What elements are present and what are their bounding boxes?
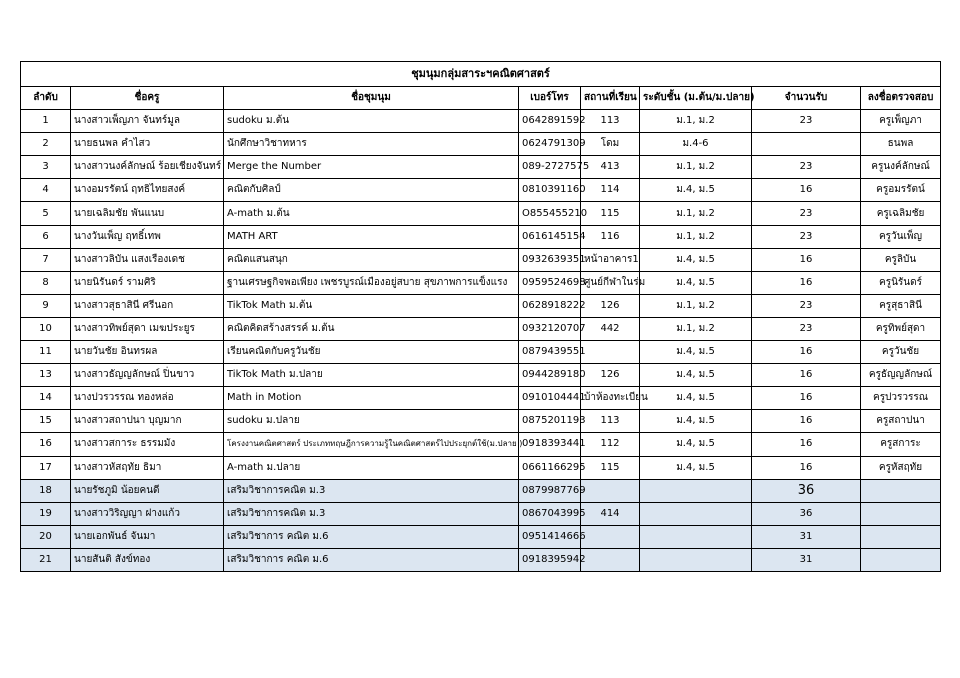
cell-signature <box>861 479 941 502</box>
cell-signature: ครูวันเพ็ญ <box>861 225 941 248</box>
cell-club: เสริมวิชาการ คณิต ม.6 <box>224 525 519 548</box>
cell-phone: 0616145154 <box>519 225 581 248</box>
cell-place: 413 <box>581 156 640 179</box>
cell-teacher: นางสาวลิบัน แสงเรืองเดช <box>71 248 224 271</box>
cell-phone: 0944289180 <box>519 364 581 387</box>
cell-level: ม.4, ม.5 <box>640 433 752 456</box>
cell-club: คณิตกับศิลป์ <box>224 179 519 202</box>
cell-place: หน้าอาคาร1 <box>581 248 640 271</box>
cell-order: 6 <box>21 225 71 248</box>
clubs-table <box>20 61 941 572</box>
cell-club: TikTok Math ม.ปลาย <box>224 364 519 387</box>
cell-capacity: 16 <box>752 364 861 387</box>
cell-place: 442 <box>581 317 640 340</box>
cell-order: 17 <box>21 456 71 479</box>
cell-place: 113 <box>581 110 640 133</box>
cell-club: A-math ม.ต้น <box>224 202 519 225</box>
cell-place: 115 <box>581 456 640 479</box>
cell-capacity: 23 <box>752 225 861 248</box>
cell-capacity: 36 <box>752 479 861 502</box>
cell-phone: 0932639351 <box>519 248 581 271</box>
cell-phone: 0628918222 <box>519 294 581 317</box>
cell-order: 11 <box>21 341 71 364</box>
cell-phone: 0879987769 <box>519 479 581 502</box>
cell-teacher: นางสาวสถาปนา บุญมาก <box>71 410 224 433</box>
cell-level: ม.4, ม.5 <box>640 271 752 294</box>
cell-place <box>581 548 640 571</box>
cell-level: ม.4, ม.5 <box>640 387 752 410</box>
cell-club: MATH ART <box>224 225 519 248</box>
cell-signature: ครูนงค์ลักษณ์ <box>861 156 941 179</box>
cell-order: 5 <box>21 202 71 225</box>
cell-teacher: นางสาวหัสฤทัย ธิมา <box>71 456 224 479</box>
cell-teacher: นางสาวธัญญลักษณ์ ปิ่นขาว <box>71 364 224 387</box>
cell-signature: ธนพล <box>861 133 941 156</box>
cell-place <box>581 525 640 548</box>
cell-place <box>581 341 640 364</box>
table-row <box>21 456 941 479</box>
cell-level: ม.4-6 <box>640 133 752 156</box>
cell-order: 7 <box>21 248 71 271</box>
cell-teacher: นายเอกพันธ์ จันมา <box>71 525 224 548</box>
cell-phone: 0918395942 <box>519 548 581 571</box>
cell-place <box>581 479 640 502</box>
cell-phone: 0959524698 <box>519 271 581 294</box>
header-phone: เบอร์โทร <box>519 87 581 110</box>
table-row <box>21 433 941 456</box>
cell-club: นักศึกษาวิชาทหาร <box>224 133 519 156</box>
table-row <box>21 110 941 133</box>
cell-order: 21 <box>21 548 71 571</box>
cell-signature: ครูลิบัน <box>861 248 941 271</box>
cell-order: 15 <box>21 410 71 433</box>
cell-teacher: นางสาวทิพย์สุดา เมฆประยูร <box>71 317 224 340</box>
cell-order: 1 <box>21 110 71 133</box>
cell-teacher: นางสาววิริญญา ฝางแก้ว <box>71 502 224 525</box>
cell-place: 126 <box>581 364 640 387</box>
cell-signature: ครูหัสฤทัย <box>861 456 941 479</box>
header-level: ระดับชั้น (ม.ต้น/ม.ปลาย) <box>640 87 752 110</box>
table-row <box>21 179 941 202</box>
cell-place: ศูนย์กีฬาในร่ม <box>581 271 640 294</box>
cell-place: 126 <box>581 294 640 317</box>
table-row <box>21 317 941 340</box>
cell-signature: ครูสถาปนา <box>861 410 941 433</box>
cell-teacher: นายเฉลิมชัย พันแนบ <box>71 202 224 225</box>
cell-club: A-math ม.ปลาย <box>224 456 519 479</box>
cell-capacity: 36 <box>752 502 861 525</box>
cell-club: เสริมวิชาการคณิต ม.3 <box>224 502 519 525</box>
cell-capacity: 23 <box>752 156 861 179</box>
cell-level <box>640 525 752 548</box>
cell-phone: 0661166295 <box>519 456 581 479</box>
cell-club: เรียนคณิตกับครูวันชัย <box>224 341 519 364</box>
cell-order: 3 <box>21 156 71 179</box>
table-row <box>21 387 941 410</box>
table-title: ชุมนุมกลุ่มสาระฯคณิตศาสตร์ <box>21 62 941 87</box>
cell-phone: 0810391160 <box>519 179 581 202</box>
header-club: ชื่อชุมนุม <box>224 87 519 110</box>
cell-order: 18 <box>21 479 71 502</box>
cell-place: 414 <box>581 502 640 525</box>
cell-capacity: 16 <box>752 341 861 364</box>
cell-level: ม.1, ม.2 <box>640 202 752 225</box>
cell-club: เสริมวิชาการคณิต ม.3 <box>224 479 519 502</box>
cell-place: 115 <box>581 202 640 225</box>
cell-signature: ครูนิรันดร์ <box>861 271 941 294</box>
cell-phone: 0875201193 <box>519 410 581 433</box>
cell-level <box>640 548 752 571</box>
cell-signature: ครูเฉลิมชัย <box>861 202 941 225</box>
cell-phone: 0624791309 <box>519 133 581 156</box>
table-row <box>21 271 941 294</box>
cell-place: 116 <box>581 225 640 248</box>
cell-phone: 0642891592 <box>519 110 581 133</box>
cell-club: Merge the Number <box>224 156 519 179</box>
cell-teacher: นายสันติ สังข์ทอง <box>71 548 224 571</box>
cell-signature: ครูสุธาสินี <box>861 294 941 317</box>
cell-club: TikTok Math ม.ต้น <box>224 294 519 317</box>
cell-level: ม.1, ม.2 <box>640 225 752 248</box>
cell-phone: 0867043995 <box>519 502 581 525</box>
table-row <box>21 525 941 548</box>
cell-capacity: 23 <box>752 110 861 133</box>
table-row <box>21 294 941 317</box>
cell-signature: ครูสการะ <box>861 433 941 456</box>
cell-club: sudoku ม.ต้น <box>224 110 519 133</box>
cell-phone: 0879439551 <box>519 341 581 364</box>
table-row <box>21 410 941 433</box>
table-row <box>21 502 941 525</box>
cell-teacher: นายรัชภูมิ น้อยคนดี <box>71 479 224 502</box>
cell-club: ฐานเศรษฐกิจพอเพียง เพชรบูรณ์เมืองอยู่สบาย สุขภาพการแข็งแรง <box>224 271 519 294</box>
cell-capacity: 16 <box>752 456 861 479</box>
cell-place: 114 <box>581 179 640 202</box>
cell-signature: ครูทิพย์สุดา <box>861 317 941 340</box>
cell-capacity: 31 <box>752 548 861 571</box>
cell-level: ม.4, ม.5 <box>640 364 752 387</box>
cell-level: ม.4, ม.5 <box>640 410 752 433</box>
table-row <box>21 341 941 364</box>
cell-level: ม.4, ม.5 <box>640 179 752 202</box>
cell-signature: ครูธัญญลักษณ์ <box>861 364 941 387</box>
cell-phone: 0951414666 <box>519 525 581 548</box>
table-row <box>21 202 941 225</box>
cell-capacity: 23 <box>752 294 861 317</box>
cell-signature: ครูอมรรัตน์ <box>861 179 941 202</box>
cell-phone: 0910104441 <box>519 387 581 410</box>
cell-level: ม.4, ม.5 <box>640 456 752 479</box>
cell-teacher: นายธนพล คำไสว <box>71 133 224 156</box>
table-row <box>21 364 941 387</box>
cell-level: ม.4, ม.5 <box>640 248 752 271</box>
cell-capacity: 31 <box>752 525 861 548</box>
cell-level <box>640 479 752 502</box>
cell-club: เสริมวิชาการ คณิต ม.6 <box>224 548 519 571</box>
cell-capacity: 16 <box>752 271 861 294</box>
cell-signature: ครูวันชัย <box>861 341 941 364</box>
cell-level: ม.1, ม.2 <box>640 317 752 340</box>
table-row <box>21 133 941 156</box>
cell-order: 13 <box>21 364 71 387</box>
cell-teacher: นายนิรันดร์ รามศิริ <box>71 271 224 294</box>
cell-capacity: 16 <box>752 387 861 410</box>
cell-level: ม.4, ม.5 <box>640 341 752 364</box>
cell-signature <box>861 548 941 571</box>
table-row <box>21 248 941 271</box>
cell-teacher: นางสาวสการะ ธรรมมัง <box>71 433 224 456</box>
cell-place: 112 <box>581 433 640 456</box>
cell-teacher: นางสาวสุธาสินี ศรีนอก <box>71 294 224 317</box>
header-teacher: ชื่อครู <box>71 87 224 110</box>
header-order: ลำดับ <box>21 87 71 110</box>
cell-club: Math in Motion <box>224 387 519 410</box>
cell-club: คณิตแสนสนุก <box>224 248 519 271</box>
cell-club: sudoku ม.ปลาย <box>224 410 519 433</box>
cell-place: บ้าห้องทะเบียน <box>581 387 640 410</box>
cell-phone: 0918393441 <box>519 433 581 456</box>
cell-order: 16 <box>21 433 71 456</box>
cell-order: 14 <box>21 387 71 410</box>
header-capacity: จำนวนรับ <box>752 87 861 110</box>
cell-order: 20 <box>21 525 71 548</box>
cell-level: ม.1, ม.2 <box>640 156 752 179</box>
cell-order: 4 <box>21 179 71 202</box>
cell-level: ม.1, ม.2 <box>640 110 752 133</box>
cell-order: 19 <box>21 502 71 525</box>
cell-teacher: นางสาวนงค์ลักษณ์ ร้อยเชียงจันทร์ <box>71 156 224 179</box>
cell-level: ม.1, ม.2 <box>640 294 752 317</box>
cell-order: 10 <box>21 317 71 340</box>
cell-capacity: 16 <box>752 410 861 433</box>
header-signature: ลงชื่อตรวจสอบ <box>861 87 941 110</box>
cell-place: โดม <box>581 133 640 156</box>
cell-club: โครงงานคณิตศาสตร์ ประเภททฤษฎีการความรู้ในคณิตศาสตร์ไปประยุกต์ใช้(ม.ปลาย ) <box>224 433 519 456</box>
cell-signature <box>861 502 941 525</box>
cell-order: 9 <box>21 294 71 317</box>
cell-capacity: 23 <box>752 202 861 225</box>
cell-club: คณิตคิดสร้างสรรค์ ม.ต้น <box>224 317 519 340</box>
cell-capacity <box>752 133 861 156</box>
table-row <box>21 479 941 502</box>
cell-order: 2 <box>21 133 71 156</box>
cell-signature <box>861 525 941 548</box>
cell-capacity: 16 <box>752 433 861 456</box>
cell-teacher: นางวันเพ็ญ ฤทธิ์เทพ <box>71 225 224 248</box>
cell-capacity: 16 <box>752 179 861 202</box>
cell-teacher: นางสาวเพ็ญภา จันทร์มูล <box>71 110 224 133</box>
table-row <box>21 548 941 571</box>
cell-capacity: 23 <box>752 317 861 340</box>
cell-signature: ครูเพ็ญภา <box>861 110 941 133</box>
cell-teacher: นางปวรวรรณ ทองหล่อ <box>71 387 224 410</box>
table-row <box>21 156 941 179</box>
cell-phone: O855455210 <box>519 202 581 225</box>
cell-order: 8 <box>21 271 71 294</box>
cell-teacher: นายวันชัย อินทรผล <box>71 341 224 364</box>
cell-phone: 089-2727575 <box>519 156 581 179</box>
cell-teacher: นางอมรรัตน์ ฤทธิไทยสงค์ <box>71 179 224 202</box>
table-row <box>21 225 941 248</box>
cell-level <box>640 502 752 525</box>
header-place: สถานที่เรียน <box>581 87 640 110</box>
cell-signature: ครูปวรวรรณ <box>861 387 941 410</box>
cell-phone: 0932120707 <box>519 317 581 340</box>
cell-capacity: 16 <box>752 248 861 271</box>
cell-place: 113 <box>581 410 640 433</box>
